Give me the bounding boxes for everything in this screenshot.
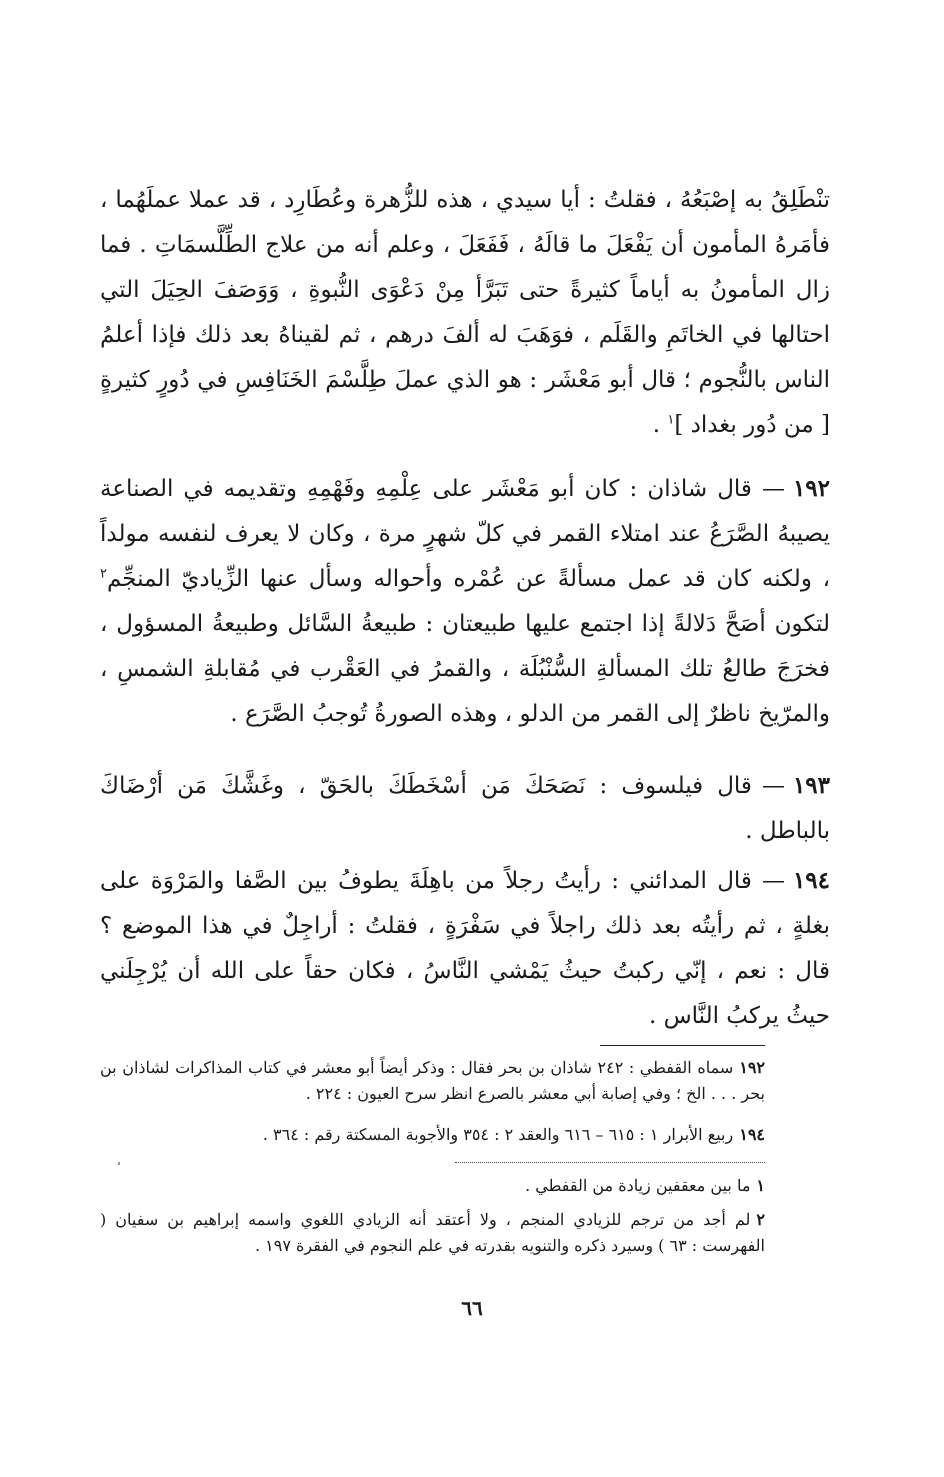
paragraph-text: تنْطَلِقُ به إصْبَعُهُ ، فقلتُ : أيا سيدي ، هذه للزُّهرة وعُطَارِد ، قد عملا عملَهُما ، فأمَرهُ المأمون أن يَفْعَلَ ما قالَهُ ، فَفَعَلَ ، وعلم أنه من علاج الطِّلَّسمَاتِ . فما زال المأمونُ به أياماً كثيرةً حتى تَبَرَّأ مِنْ دَعْوَى النُّبوةِ ، وَوَصَفَ الحِيَلَ التي احتالها في الخاتَمِ والقَلَم ، فوَهَبَ له ألفَ درهم ، ثم لقيناهُ بعد ذلك فإذا أعلمُ الناس بالنُّجوم ؛ قال أبو مَعْشَر : هو الذي عملَ طِلَّسْمَ الخَنَافِسِ في دُورٍ كثيرةٍ [ من دُور بغداد ] xyxy=(100,187,830,438)
dash: — xyxy=(761,773,785,799)
footnote-text: ما بين معقفين زيادة من القفطي . xyxy=(525,1176,751,1195)
footnote-number: ٢ xyxy=(756,1210,765,1229)
scan-speck xyxy=(118,1162,120,1165)
paragraph-number: ١٩٤ xyxy=(792,867,830,894)
page-number: ٦٦ xyxy=(461,1296,483,1320)
paragraph-text: قال المدائني : رأيتُ رجلاً من باهِلَةَ يطوفُ بين الصَّفا والمَرْوَة على بغلةٍ ، ثم رأيتُه بعد ذلك راجلاً في سَفْرَةٍ ، فقلتُ : أراجِلٌ في هذا الموضع ؟ قال : نعم ، إنّي ركبتُ حيثُ يَمْشي النَّاسُ ، فكان حقاً على الله أن يُرْجِلَني حيثُ يركبُ النَّاس . xyxy=(100,868,830,1029)
footnote-marker: ٢ xyxy=(100,566,107,582)
footnote-number: ١ xyxy=(756,1176,765,1195)
footnote-2 xyxy=(100,1207,765,1259)
paragraph-number: ١٩٢ xyxy=(792,475,830,502)
source-note-192 xyxy=(100,1055,765,1107)
dash: — xyxy=(761,868,785,894)
paragraph-192 xyxy=(100,466,830,737)
paragraph-number: ١٩٣ xyxy=(792,772,830,799)
footnote-divider xyxy=(600,1045,765,1046)
source-note-194 xyxy=(100,1122,765,1148)
source-note-text: سماه القفطي : ٢٤٢ شاذان بن بحر فقال : وذكر أيضاً أبو معشر في كتاب المذاكرات لشاذان بن بحر . . . الخ ؛ وفي إصابة أبي معشر بالصرع انظر سرح العيون : ٢٢٤ . xyxy=(100,1058,765,1103)
footnote-text: لم أجد من ترجم للزيادي المنجم ، ولا أعتقد أنه الزيادي اللغوي واسمه إبراهيم بن سفيان ( الفهرست : ٦٣ ) وسيرد ذكره والتنويه بقدرته في علم النجوم في الفقرة ١٩٧ . xyxy=(100,1210,765,1255)
paragraph-194 xyxy=(100,858,830,1039)
source-note-number: ١٩٢ xyxy=(739,1058,766,1077)
paragraph-continued xyxy=(100,178,830,448)
paragraph-193 xyxy=(100,763,830,854)
footnote-marker: ١ xyxy=(667,412,675,428)
paragraph-text: قال شاذان : كان أبو مَعْشَر على عِلْمِهِ وفَهْمِهِ وتقديمه في الصناعة يصيبهُ الصَّرَعُ عند امتلاء القمر في كلّ شهرٍ مرة ، وكان لا يعرف لنفسه مولداً ، ولكنه كان قد عمل مسألةً عن عُمْره وأحواله وسأل عنها الزِّياديّ المنجِّم xyxy=(100,476,830,592)
footnote-dotted-divider xyxy=(455,1162,765,1163)
source-note-number: ١٩٤ xyxy=(739,1125,765,1144)
footnote-1 xyxy=(100,1173,765,1199)
dash: — xyxy=(761,476,785,502)
paragraph-end: . xyxy=(652,412,668,438)
paragraph-text-rest: لتكون أصَحَّ دَلالةً إذا اجتمع عليها طبيعتان : طبيعةُ السَّائل وطبيعةُ المسؤول ، فخرَجَ طالعُ تلك المسألةِ السُّنْبُلَة ، والقمرُ في العَقْرب في مُقابلةِ الشمسِ ، والمرّيخ ناظرٌ إلى القمر من الدلو ، وهذه الصورةُ تُوجبُ الصَّرَع . xyxy=(100,611,830,727)
paragraph-text: قال فيلسوف : نَصَحَكَ مَن أسْخَطَكَ بالحَقّ ، وغَشَّكَ مَن أرْضَاكَ بالباطل . xyxy=(100,773,830,844)
source-note-text: ربيع الأبرار ١ : ٦١٥ – ٦١٦ والعقد ٢ : ٣٥٤ والأجوبة المسكتة رقم : ٣٦٤ . xyxy=(262,1125,734,1144)
